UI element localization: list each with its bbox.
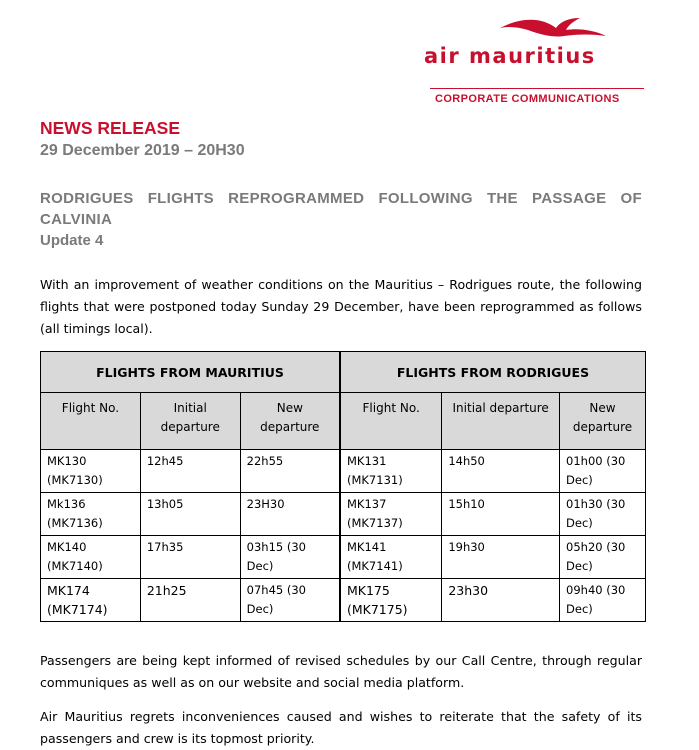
column-header: Initial departure bbox=[140, 393, 240, 450]
new-departure: 23H30 bbox=[240, 493, 340, 536]
flight-no: MK141 (MK7141) bbox=[340, 536, 442, 579]
flight-no: MK131 (MK7131) bbox=[340, 450, 442, 493]
table-column-headers bbox=[41, 393, 646, 450]
initial-departure: 15h10 bbox=[442, 493, 560, 536]
news-release-title: NEWS RELEASE bbox=[40, 118, 181, 138]
initial-departure: 21h25 bbox=[140, 579, 240, 622]
department-label: CORPORATE COMMUNICATIONS bbox=[435, 93, 620, 105]
table-row bbox=[41, 493, 646, 536]
initial-departure: 14h50 bbox=[442, 450, 560, 493]
flight-no: MK130 (MK7130) bbox=[41, 450, 141, 493]
initial-departure: 12h45 bbox=[140, 450, 240, 493]
flight-no: Mk136 (MK7136) bbox=[41, 493, 141, 536]
paille-en-queue-bird-icon bbox=[498, 14, 608, 46]
initial-departure: 19h30 bbox=[442, 536, 560, 579]
new-departure: 05h20 (30 Dec) bbox=[560, 536, 646, 579]
headline: RODRIGUES FLIGHTS REPROGRAMMED FOLLOWING THE PASSAGE OF CALVINIA bbox=[40, 190, 642, 228]
closing-paragraph: Air Mauritius regrets inconveniences caused and wishes to reiterate that the safety of its passengers and crew is its topmost priority. bbox=[40, 709, 642, 746]
column-header: New departure bbox=[560, 393, 646, 450]
header-divider bbox=[430, 88, 644, 89]
group-from-rodrigues: FLIGHTS FROM RODRIGUES bbox=[340, 352, 646, 393]
air-mauritius-logo bbox=[420, 14, 645, 74]
update-label: Update 4 bbox=[40, 232, 104, 249]
table-row bbox=[41, 536, 646, 579]
column-header: Flight No. bbox=[41, 393, 141, 450]
column-header: New departure bbox=[240, 393, 340, 450]
new-departure: 09h40 (30 Dec) bbox=[560, 579, 646, 622]
column-header: Initial departure bbox=[442, 393, 560, 450]
flights-table bbox=[40, 351, 646, 622]
flight-no: MK140 (MK7140) bbox=[41, 536, 141, 579]
table-row bbox=[41, 450, 646, 493]
new-departure: 22h55 bbox=[240, 450, 340, 493]
initial-departure: 13h05 bbox=[140, 493, 240, 536]
column-header: Flight No. bbox=[340, 393, 442, 450]
new-departure: 03h15 (30 Dec) bbox=[240, 536, 340, 579]
brand-name: air mauritius bbox=[424, 44, 596, 68]
release-date: 29 December 2019 – 20H30 bbox=[40, 142, 245, 159]
flight-no: MK174 (MK7174) bbox=[41, 579, 141, 622]
new-departure: 01h00 (30 Dec) bbox=[560, 450, 646, 493]
new-departure: 07h45 (30 Dec) bbox=[240, 579, 340, 622]
initial-departure: 17h35 bbox=[140, 536, 240, 579]
new-departure: 01h30 (30 Dec) bbox=[560, 493, 646, 536]
intro-paragraph: With an improvement of weather conditions on the Mauritius – Rodrigues route, the following flights that were postponed today Sunday 29 December, have been reprogrammed as follows (all timings local). bbox=[40, 277, 642, 336]
table-row bbox=[41, 579, 646, 622]
table-group-header bbox=[41, 352, 646, 393]
group-from-mauritius: FLIGHTS FROM MAURITIUS bbox=[41, 352, 340, 393]
initial-departure: 23h30 bbox=[442, 579, 560, 622]
passengers-paragraph: Passengers are being kept informed of revised schedules by our Call Centre, through regular communiques as well as on our website and social media platform. bbox=[40, 653, 642, 690]
flight-no: MK175 (MK7175) bbox=[340, 579, 442, 622]
flight-no: MK137 (MK7137) bbox=[340, 493, 442, 536]
